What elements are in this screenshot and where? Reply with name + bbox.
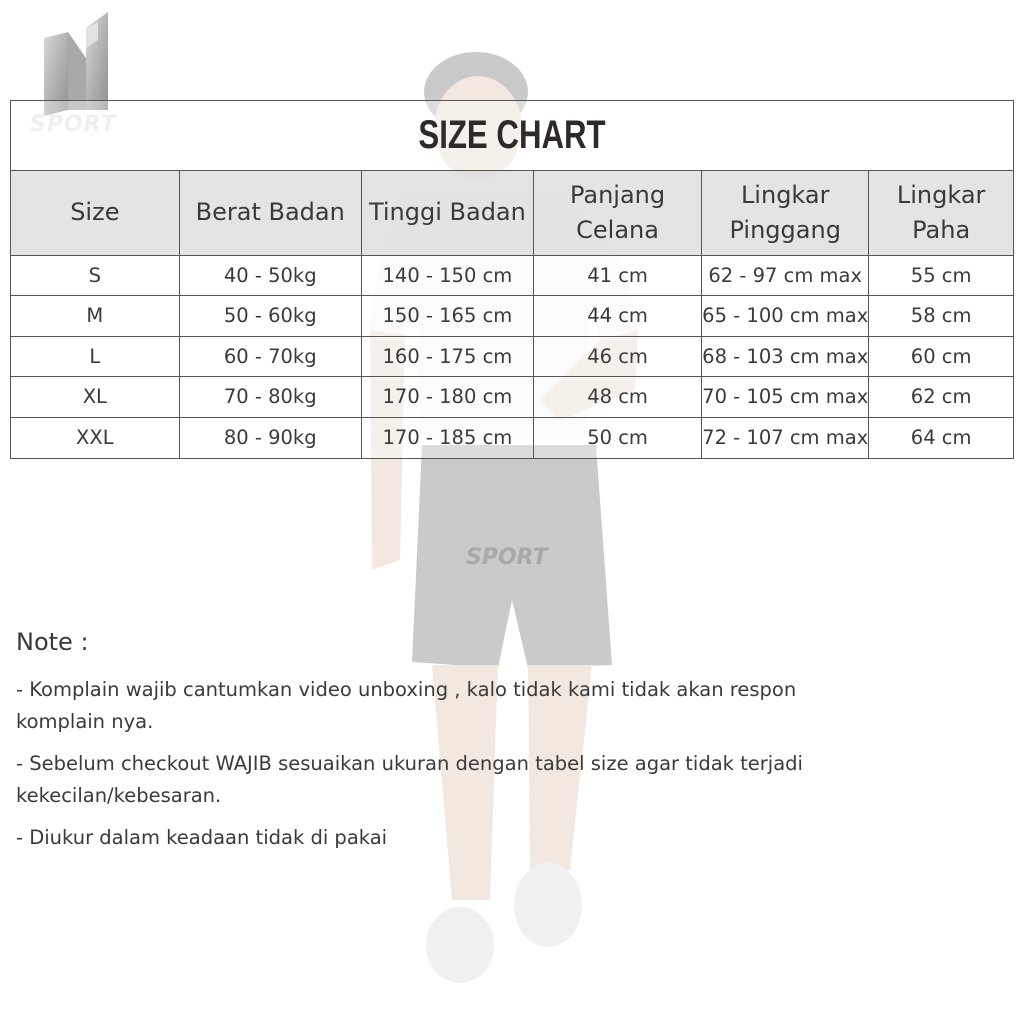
- cell-tinggi-badan: 170 - 180 cm: [361, 377, 533, 418]
- notes-heading: Note :: [16, 628, 89, 656]
- table-row: [11, 255, 1013, 296]
- cell-berat-badan: 40 - 50kg: [179, 255, 361, 296]
- header-lingkar-paha: Lingkar Paha: [869, 171, 1013, 255]
- cell-berat-badan: 50 - 60kg: [179, 296, 361, 337]
- header-row: [11, 171, 1013, 255]
- cell-size: XL: [11, 377, 179, 418]
- note-item: - Komplain wajib cantumkan video unboxing , kalo tidak kami tidak akan respon komplain nya.: [16, 678, 797, 733]
- size-chart-table: [10, 100, 1014, 459]
- cell-lingkar-pinggang: 65 - 100 cm max: [702, 296, 869, 337]
- cell-size: XXL: [11, 417, 179, 458]
- cell-lingkar-pinggang: 62 - 97 cm max: [702, 255, 869, 296]
- cell-panjang-celana: 41 cm: [533, 255, 701, 296]
- cell-lingkar-pinggang: 68 - 103 cm max: [702, 336, 869, 377]
- size-table: [11, 171, 1013, 458]
- cell-berat-badan: 70 - 80kg: [179, 377, 361, 418]
- cell-size: S: [11, 255, 179, 296]
- cell-lingkar-paha: 58 cm: [869, 296, 1013, 337]
- header-berat-badan: Berat Badan: [179, 171, 361, 255]
- cell-lingkar-paha: 55 cm: [869, 255, 1013, 296]
- cell-lingkar-paha: 64 cm: [869, 417, 1013, 458]
- cell-size: M: [11, 296, 179, 337]
- table-row: [11, 417, 1013, 458]
- table-row: [11, 296, 1013, 337]
- cell-panjang-celana: 46 cm: [533, 336, 701, 377]
- cell-tinggi-badan: 170 - 185 cm: [361, 417, 533, 458]
- notes-section: [16, 628, 856, 864]
- shorts-logo-text: SPORT: [466, 545, 548, 570]
- cell-tinggi-badan: 140 - 150 cm: [361, 255, 533, 296]
- cell-lingkar-pinggang: 70 - 105 cm max: [702, 377, 869, 418]
- header-tinggi-badan: Tinggi Badan: [361, 171, 533, 255]
- size-chart-title: SIZE CHART: [418, 113, 606, 157]
- cell-panjang-celana: 44 cm: [533, 296, 701, 337]
- cell-berat-badan: 60 - 70kg: [179, 336, 361, 377]
- note-item: - Diukur dalam keadaan tidak di pakai: [16, 826, 388, 849]
- header-size: Size: [11, 171, 179, 255]
- size-chart-title-row: [11, 101, 1013, 171]
- table-row: [11, 377, 1013, 418]
- cell-lingkar-pinggang: 72 - 107 cm max: [702, 417, 869, 458]
- header-panjang-celana: Panjang Celana: [533, 171, 701, 255]
- table-row: [11, 336, 1013, 377]
- cell-panjang-celana: 48 cm: [533, 377, 701, 418]
- cell-panjang-celana: 50 cm: [533, 417, 701, 458]
- cell-lingkar-paha: 62 cm: [869, 377, 1013, 418]
- logo-brand-text: SPORT: [30, 112, 117, 137]
- cell-tinggi-badan: 160 - 175 cm: [361, 336, 533, 377]
- cell-tinggi-badan: 150 - 165 cm: [361, 296, 533, 337]
- cell-lingkar-paha: 60 cm: [869, 336, 1013, 377]
- cell-size: L: [11, 336, 179, 377]
- cell-berat-badan: 80 - 90kg: [179, 417, 361, 458]
- note-item: - Sebelum checkout WAJIB sesuaikan ukuran dengan tabel size agar tidak terjadi kekecilan/kebesaran.: [16, 752, 803, 807]
- header-lingkar-pinggang: Lingkar Pinggang: [702, 171, 869, 255]
